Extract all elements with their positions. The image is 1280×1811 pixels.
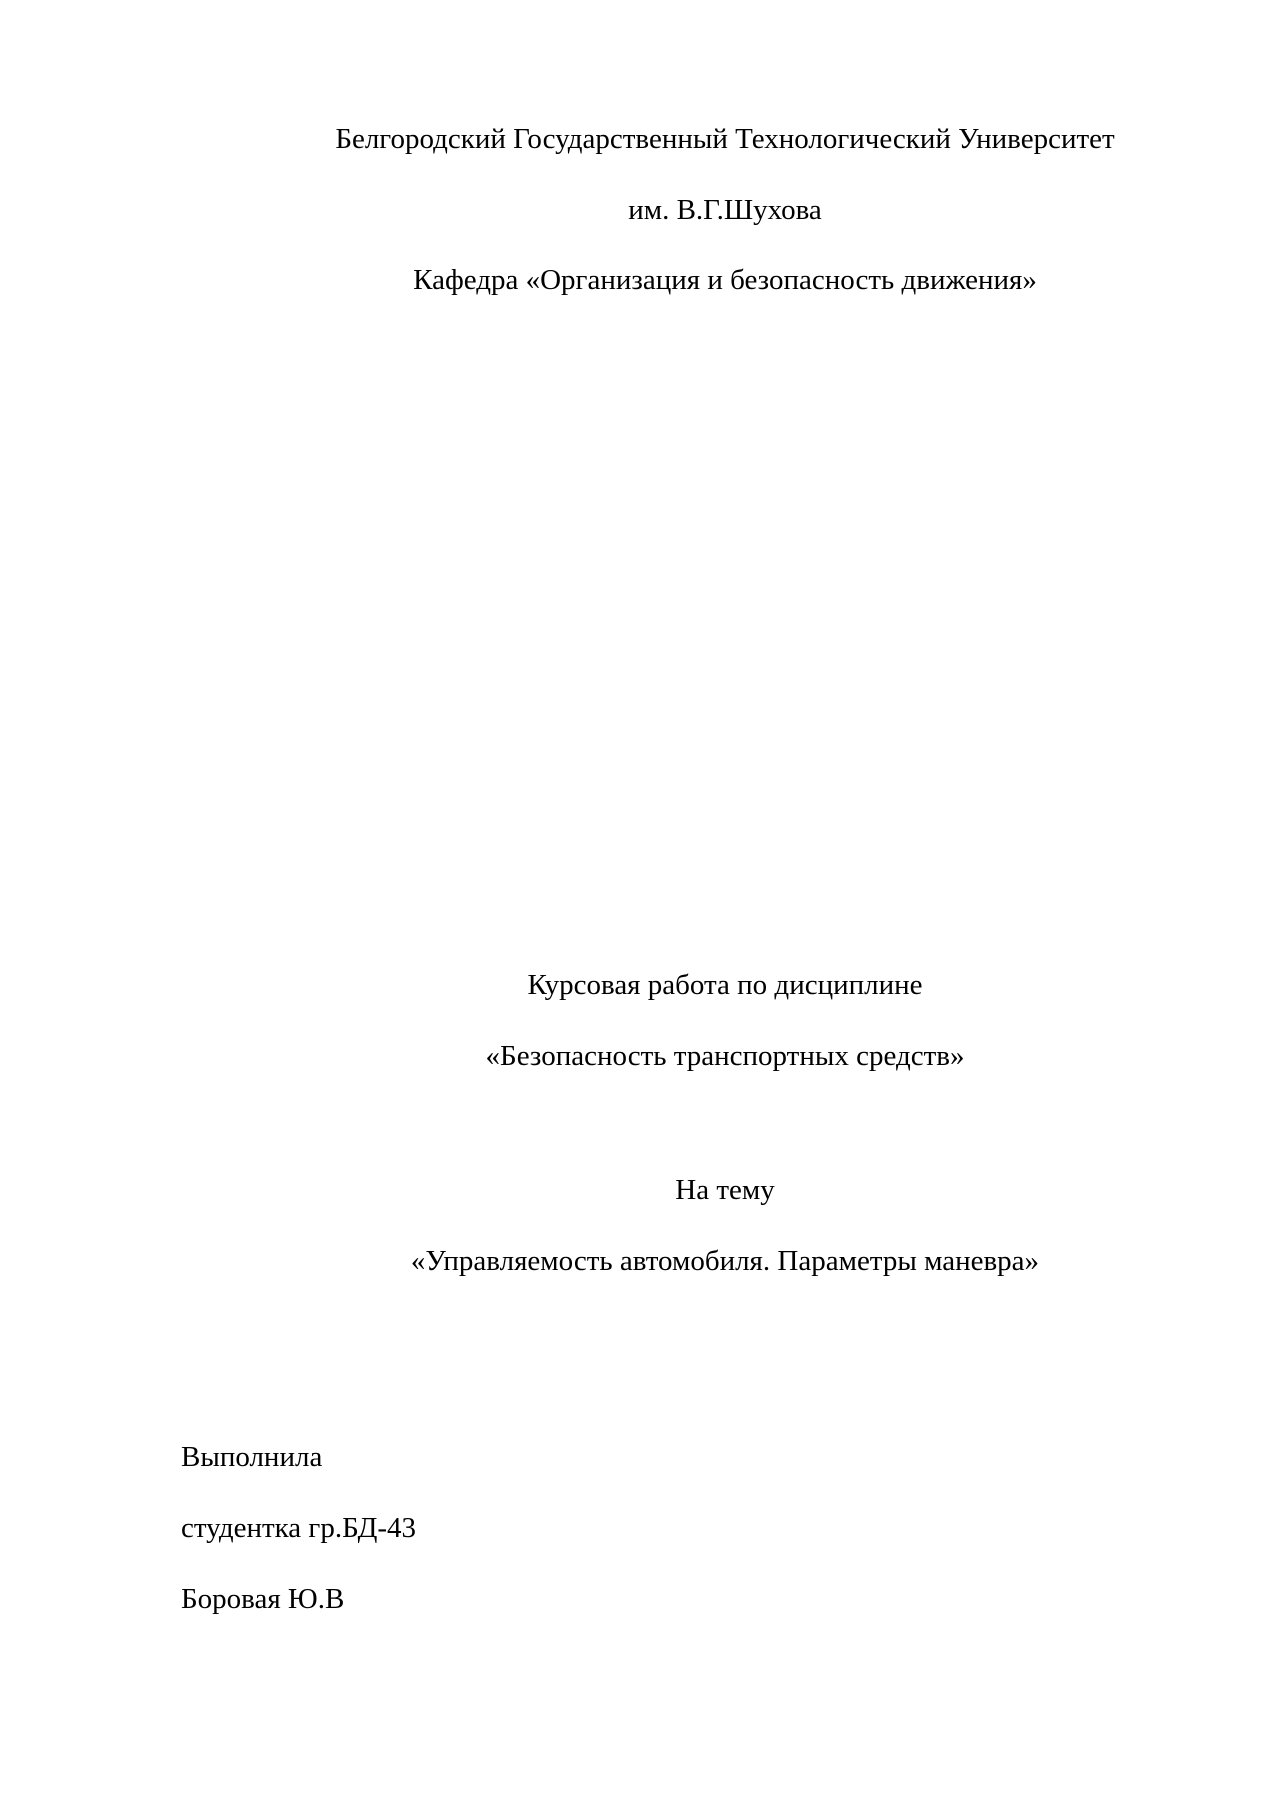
university-name: Белгородский Государственный Технологический Университет: [335, 123, 1115, 155]
department-name: Кафедра «Организация и безопасность движения»: [413, 264, 1037, 296]
discipline-name: «Безопасность транспортных средств»: [485, 1040, 965, 1072]
work-type: Курсовая работа по дисциплине: [527, 969, 923, 1001]
university-named-after: им. В.Г.Шухова: [628, 194, 822, 226]
performed-by-label: Выполнила: [181, 1441, 323, 1473]
topic-title: «Управляемость автомобиля. Параметры маневра»: [410, 1245, 1040, 1277]
topic-label: На тему: [675, 1174, 775, 1206]
student-name: Боровая Ю.В: [181, 1583, 345, 1615]
student-group: студентка гр.БД-43: [181, 1512, 417, 1544]
